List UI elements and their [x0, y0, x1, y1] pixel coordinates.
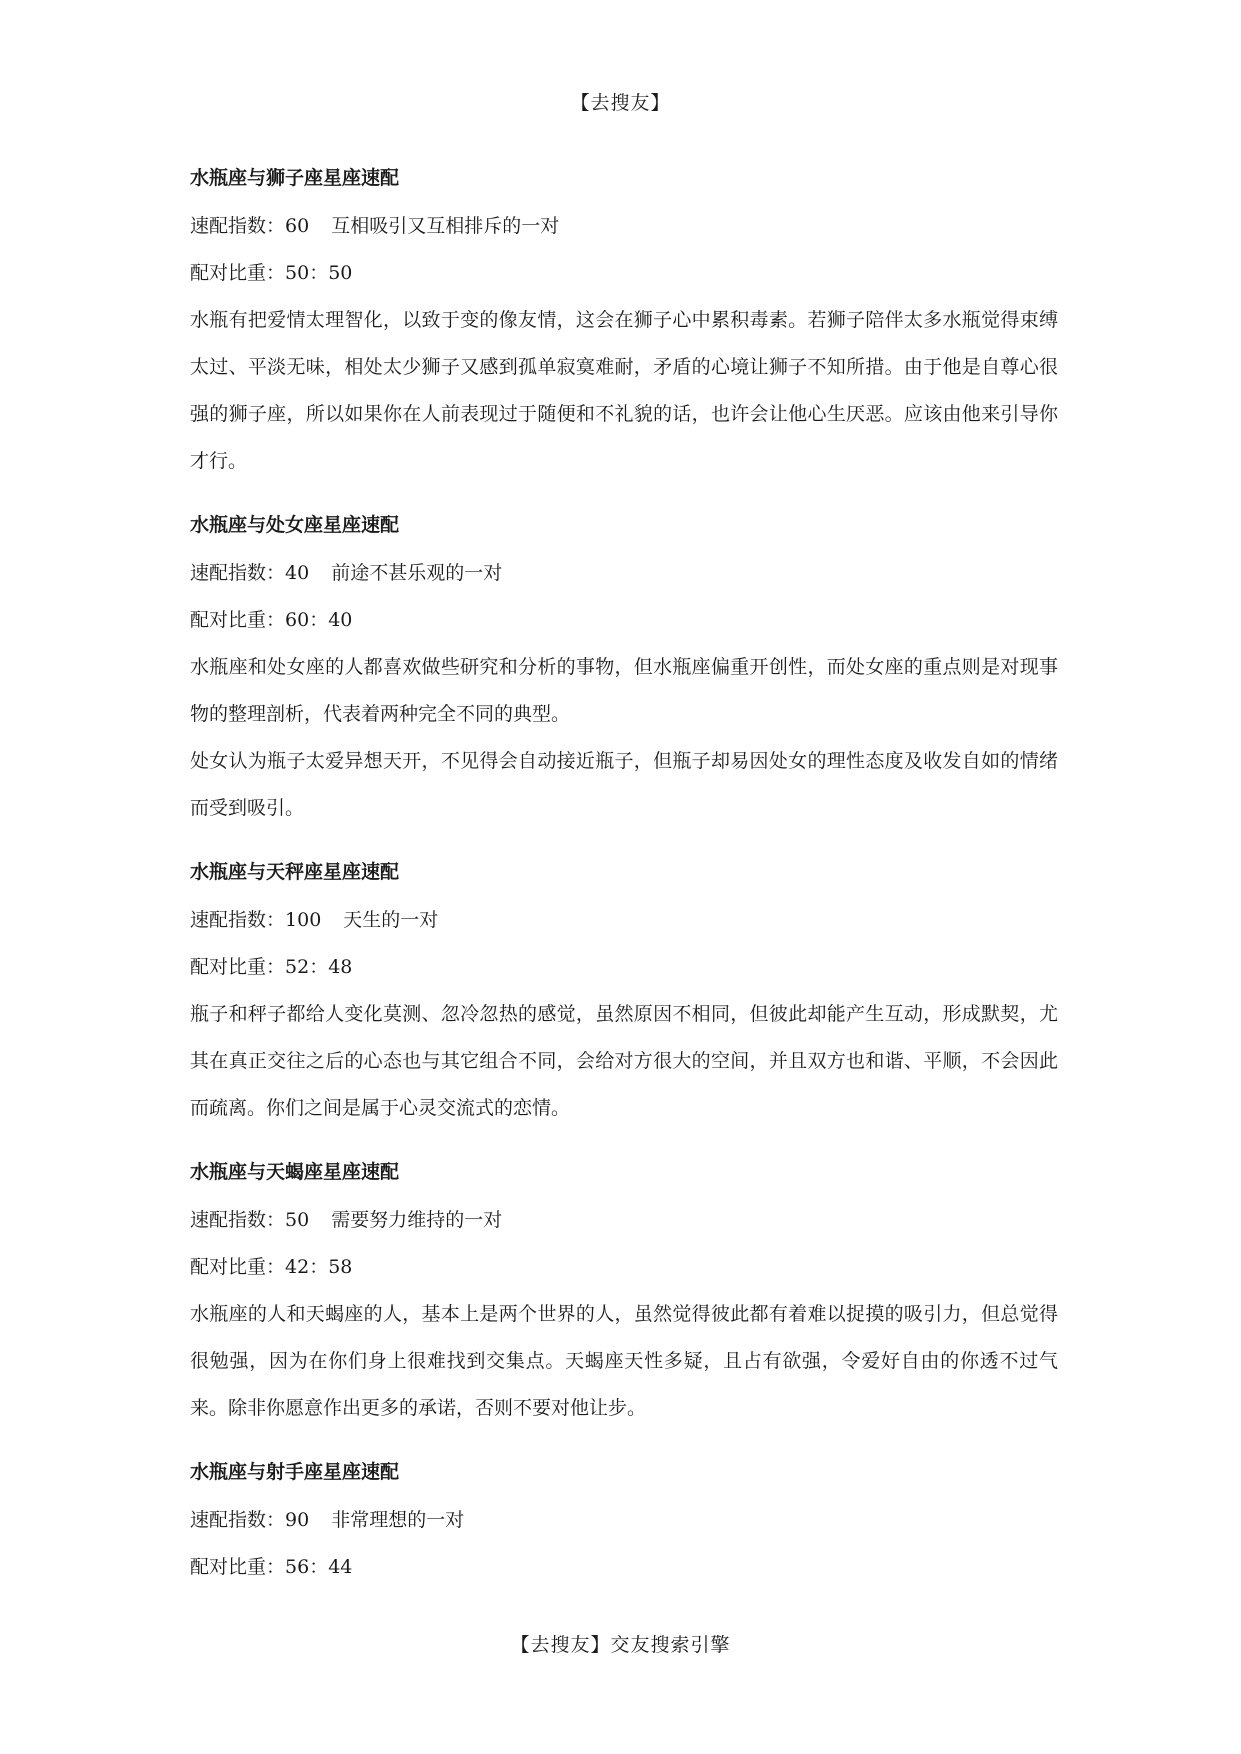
- ratio-line: [190, 250, 1058, 297]
- section-leo: [190, 164, 1058, 485]
- score-value: 90: [285, 1509, 310, 1531]
- match-score-line: [190, 1197, 1058, 1244]
- ratio-line: [190, 1244, 1058, 1291]
- section-libra: [190, 858, 1058, 1132]
- ratio-line: [190, 944, 1058, 991]
- description-paragraph: 瓶子和秤子都给人变化莫测、忽冷忽热的感觉，虽然原因不相同，但彼此却能产生互动，形成默契，尤其在真正交往之后的心态也与其它组合不同，会给对方很大的空间，并且双方也和谐、平顺，不会因此而疏离。你们之间是属于心灵交流式的恋情。: [190, 1003, 1058, 1119]
- document-body: [190, 164, 1058, 1617]
- section-sagittarius: [190, 1458, 1058, 1591]
- match-score-line: [190, 1497, 1058, 1544]
- description-paragraph: 处女认为瓶子太爱异想天开，不见得会自动接近瓶子，但瓶子却易因处女的理性态度及收发自如的情绪而受到吸引。: [190, 750, 1058, 819]
- ratio-value: 56：44: [285, 1556, 353, 1578]
- section-virgo: [190, 511, 1058, 832]
- section-title: 水瓶座与处女座星座速配: [190, 514, 400, 536]
- section-title: 水瓶座与天蝎座星座速配: [190, 1161, 400, 1183]
- description-paragraph: 水瓶座和处女座的人都喜欢做些研究和分析的事物，但水瓶座偏重开创性，而处女座的重点则是对现事物的整理剖析，代表着两种完全不同的典型。: [190, 656, 1058, 725]
- ratio-line: [190, 597, 1058, 644]
- score-description: 互相吸引又互相排斥的一对: [331, 215, 560, 237]
- ratio-value: 42：58: [285, 1256, 353, 1278]
- section-scorpio: [190, 1158, 1058, 1432]
- ratio-label: 配对比重：: [190, 956, 286, 978]
- score-value: 50: [285, 1209, 310, 1231]
- description-paragraph: 水瓶有把爱情太理智化，以致于变的像友情，这会在狮子心中累积毒素。若狮子陪伴太多水瓶觉得束缚太过、平淡无味，相处太少狮子又感到孤单寂寞难耐，矛盾的心境让狮子不知所措。由于他是自尊心很强的狮子座，所以如果你在人前表现过于随便和不礼貌的话，也许会让他心生厌恶。应该由他来引导你才行。: [190, 309, 1058, 472]
- page-header: 【去搜友】: [570, 92, 671, 114]
- ratio-label: 配对比重：: [190, 1256, 286, 1278]
- score-description: 需要努力维持的一对: [331, 1209, 503, 1231]
- ratio-label: 配对比重：: [190, 262, 286, 284]
- section-title: 水瓶座与狮子座星座速配: [190, 167, 400, 189]
- score-label: 速配指数：: [190, 215, 286, 237]
- score-label: 速配指数：: [190, 909, 286, 931]
- ratio-value: 52：48: [285, 956, 353, 978]
- score-label: 速配指数：: [190, 1509, 286, 1531]
- page-footer: 【去搜友】交友搜索引擎: [510, 1634, 731, 1656]
- section-title: 水瓶座与天秤座星座速配: [190, 861, 400, 883]
- score-description: 前途不甚乐观的一对: [331, 562, 503, 584]
- ratio-value: 50：50: [285, 262, 353, 284]
- score-value: 40: [285, 562, 310, 584]
- description-paragraph: 水瓶座的人和天蝎座的人，基本上是两个世界的人，虽然觉得彼此都有着难以捉摸的吸引力，但总觉得很勉强，因为在你们身上很难找到交集点。天蝎座天性多疑，且占有欲强，令爱好自由的你透不过气来。除非你愿意作出更多的承诺，否则不要对他让步。: [190, 1303, 1058, 1419]
- match-score-line: [190, 550, 1058, 597]
- section-title: 水瓶座与射手座星座速配: [190, 1461, 400, 1483]
- match-score-line: [190, 203, 1058, 250]
- score-value: 100: [285, 909, 322, 931]
- ratio-label: 配对比重：: [190, 1556, 286, 1578]
- ratio-label: 配对比重：: [190, 609, 286, 631]
- ratio-line: [190, 1544, 1058, 1591]
- score-label: 速配指数：: [190, 1209, 286, 1231]
- match-score-line: [190, 897, 1058, 944]
- score-description: 非常理想的一对: [331, 1509, 465, 1531]
- score-label: 速配指数：: [190, 562, 286, 584]
- ratio-value: 60：40: [285, 609, 353, 631]
- score-description: 天生的一对: [343, 909, 439, 931]
- score-value: 60: [285, 215, 310, 237]
